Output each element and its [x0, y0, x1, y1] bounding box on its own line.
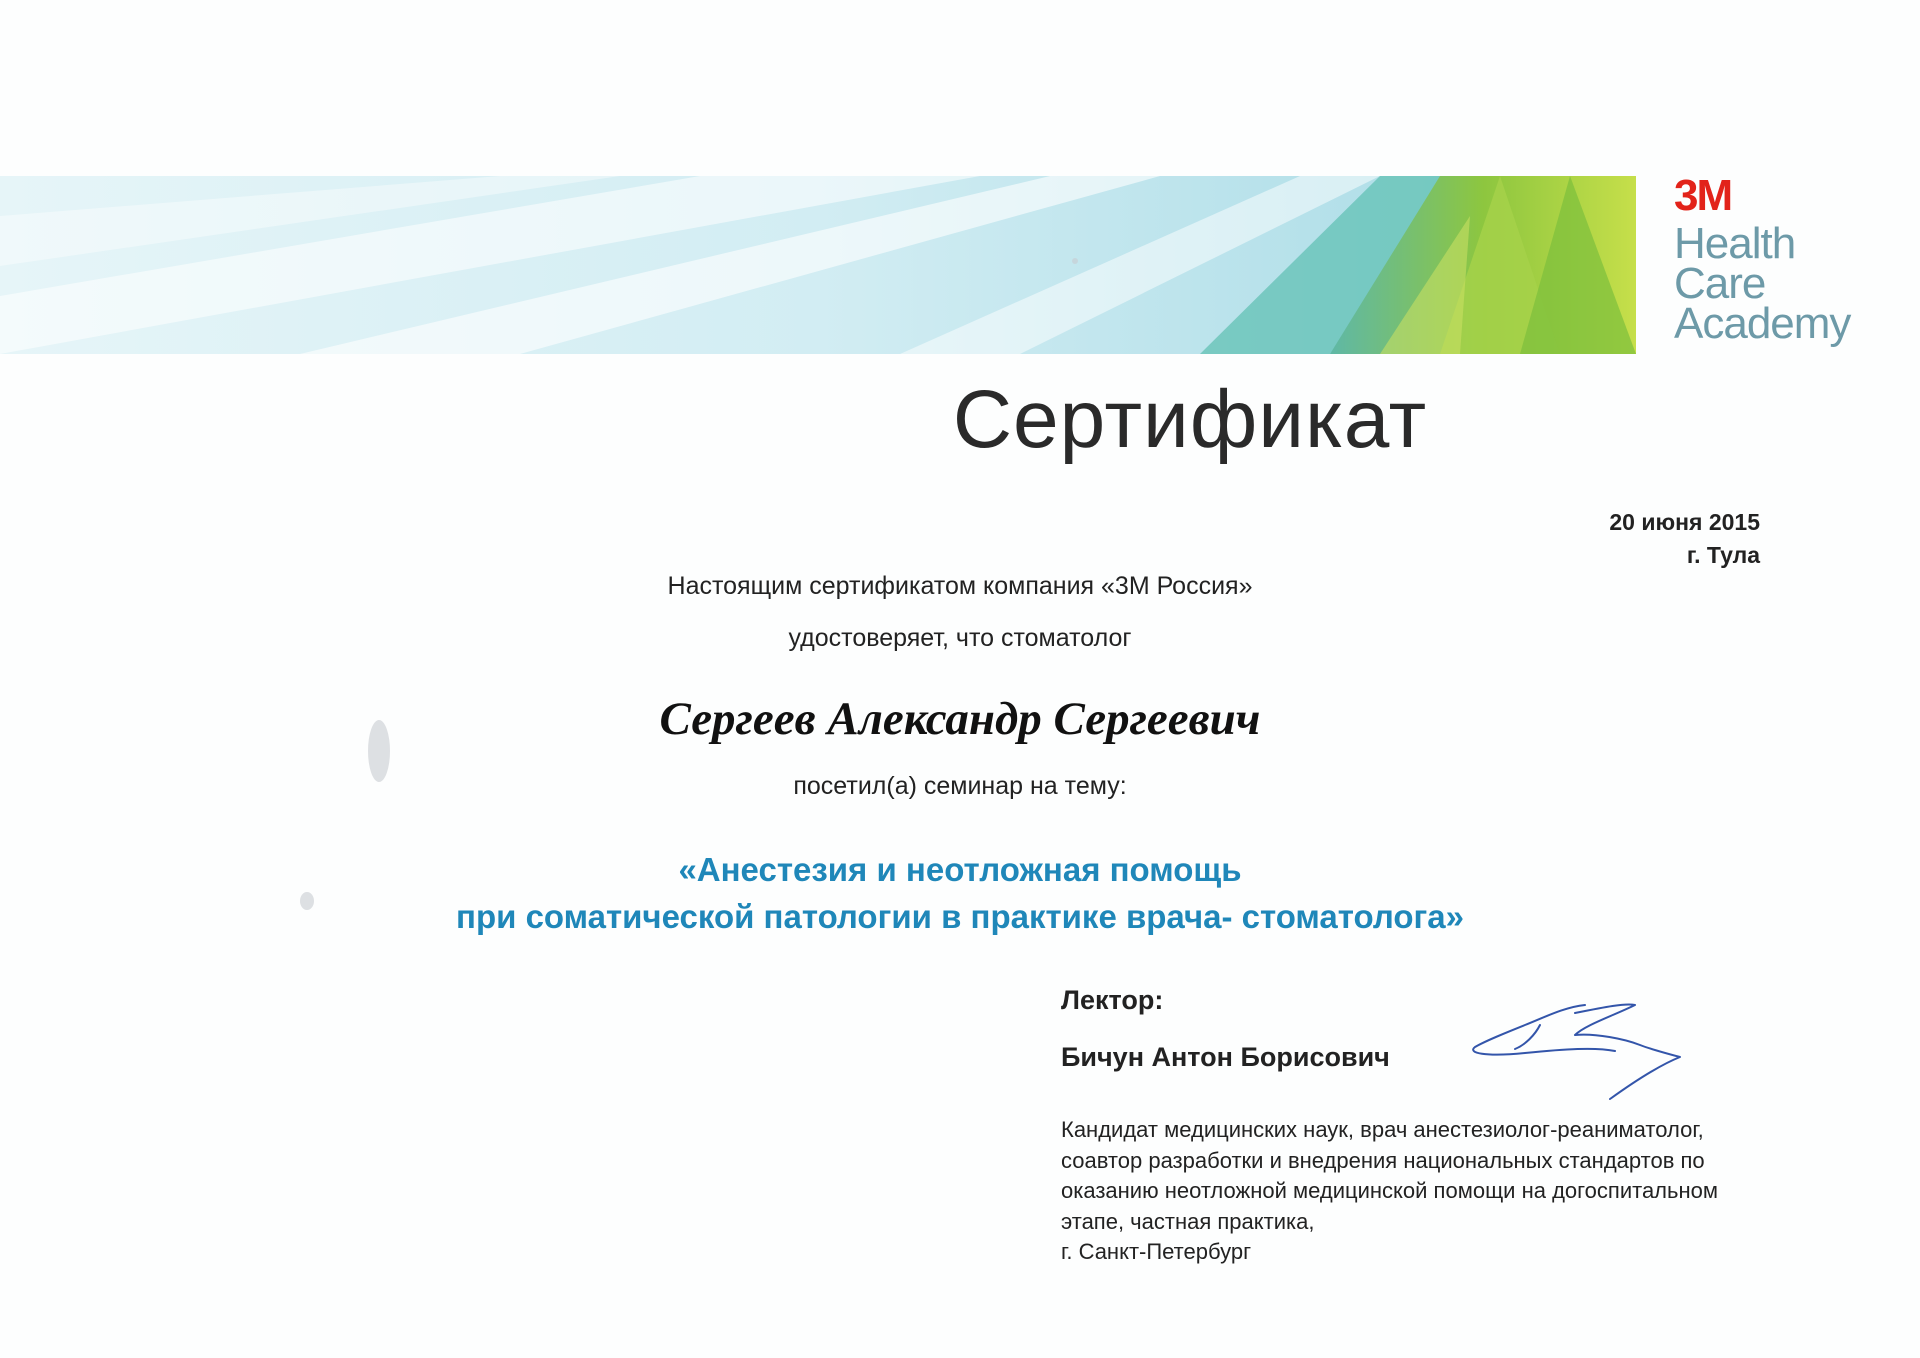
certificate-title: Сертификат [952, 374, 1428, 465]
attended-text: посетил(а) семинар на тему: [793, 772, 1127, 800]
scan-blot [1072, 258, 1078, 264]
scan-blot [300, 892, 314, 910]
lecturer-label: Лектор: [1061, 985, 1164, 1015]
lecturer-signature [1465, 995, 1695, 1115]
logo-line-academy: Academy [1674, 299, 1851, 348]
intro-line-1: Настоящим сертификатом компания «3М Россия» [667, 572, 1253, 600]
seminar-topic-line-2: при соматической патологии в практике врача- стоматолога» [456, 898, 1464, 935]
3m-logo-mark: 3M [1674, 171, 1732, 220]
bio-line: оказанию неотложной медицинской помощи на догоспитальном [1061, 1178, 1718, 1203]
seminar-topic-line-1: «Анестезия и неотложная помощь [678, 851, 1242, 888]
lecturer-name: Бичун Антон Борисович [1061, 1042, 1390, 1072]
bio-line: соавтор разработки и внедрения национальных стандартов по [1061, 1147, 1705, 1173]
bio-line: Кандидат медицинских наук, врач анестезиолог-реаниматолог, [1061, 1117, 1704, 1142]
intro-line-2: удостоверяет, что стоматолог [788, 624, 1132, 652]
logo-line-care: Care [1674, 259, 1766, 308]
logo-line-health: Health [1674, 219, 1796, 268]
recipient-name: Сергеев Александр Сергеевич [659, 693, 1261, 745]
decorative-banner [0, 176, 1636, 354]
certificate-date: 20 июня 2015 [1609, 509, 1760, 535]
date-place-block [1609, 506, 1760, 572]
certificate-city: г. Тула [1686, 542, 1760, 568]
scan-blot [368, 720, 390, 782]
3m-health-care-academy-logo [1674, 171, 1874, 348]
bio-line: г. Санкт-Петербург [1061, 1239, 1252, 1264]
bio-line: этапе, частная практика, [1061, 1208, 1315, 1234]
lecturer-bio [1061, 1115, 1761, 1268]
